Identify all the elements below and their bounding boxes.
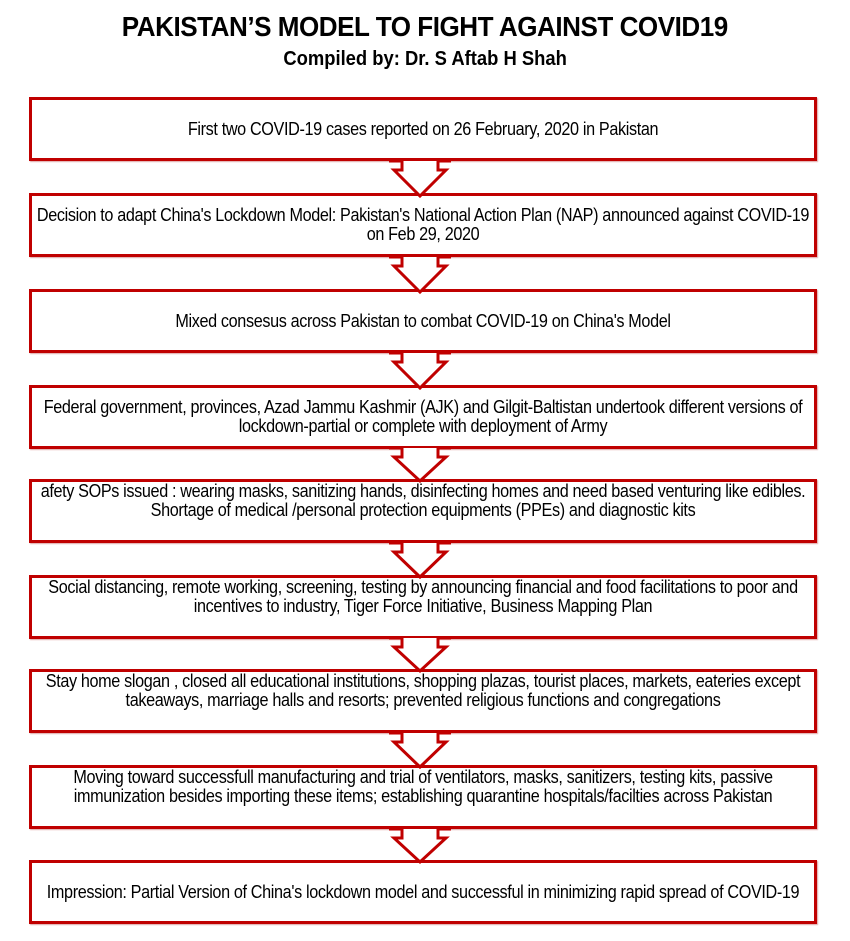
flow-step-text: Decision to adapt China's Lockdown Model: Pakistan's National Action Plan (NAP) announced against COVID-19 on Feb 29, 2020 bbox=[36, 205, 810, 244]
flow-step-1 bbox=[29, 97, 817, 161]
down-arrow-icon bbox=[390, 829, 450, 869]
flow-step-8 bbox=[29, 765, 817, 829]
down-arrow-icon bbox=[390, 257, 450, 297]
down-arrow-icon bbox=[390, 733, 450, 773]
flow-step-text: Impression: Partial Version of China's lockdown model and successful in minimizing rapid spread of COVID-19 bbox=[46, 881, 800, 902]
flow-step-text: afety SOPs issued : wearing masks, sanitizing hands, disinfecting homes and need based venturing like edibles. Shortage of medical /personal protection equipments (PPEs) and diagnostic kits bbox=[40, 481, 806, 520]
page-subtitle-text: Compiled by: Dr. S Aftab H Shah bbox=[283, 48, 567, 70]
flow-step-text: Mixed consesus across Pakistan to combat COVID-19 on China's Model bbox=[175, 310, 671, 331]
down-arrow-icon bbox=[390, 448, 450, 488]
flow-step-text: Federal government, provinces, Azad Jammu Kashmir (AJK) and Gilgit-Baltistan undertook different versions of lockdown-partial or complete with deployment of Army bbox=[43, 397, 803, 436]
flow-step-text: First two COVID-19 cases reported on 26 February, 2020 in Pakistan bbox=[187, 118, 659, 139]
page-title bbox=[0, 10, 850, 44]
flow-step-text: Stay home slogan , closed all educational institutions, shopping plazas, tourist places, markets, eateries except takeaways, marriage halls and resorts; prevented religious functions and congregations bbox=[45, 671, 801, 710]
flow-step-4 bbox=[29, 385, 817, 449]
flow-step-3 bbox=[29, 289, 817, 353]
flow-step-5 bbox=[29, 479, 817, 543]
flow-step-9 bbox=[29, 860, 817, 924]
flow-step-text: Moving toward successfull manufacturing and trial of ventilators, masks, sanitizers, testing kits, passive immunization besides importing these items; establishing quarantine hospitals/facilties across Pakistan bbox=[73, 767, 773, 806]
page-title-text: PAKISTAN’S MODEL TO FIGHT AGAINST COVID19 bbox=[122, 11, 728, 42]
down-arrow-icon bbox=[390, 638, 450, 678]
down-arrow-icon bbox=[390, 161, 450, 201]
page-subtitle bbox=[0, 46, 850, 72]
flow-step-6 bbox=[29, 575, 817, 639]
flow-step-text: Social distancing, remote working, screening, testing by announcing financial and food facilitations to poor and incentives to industry, Tiger Force Initiative, Business Mapping Plan bbox=[48, 577, 798, 616]
down-arrow-icon bbox=[390, 543, 450, 583]
down-arrow-icon bbox=[390, 353, 450, 393]
flow-step-2 bbox=[29, 193, 817, 257]
flow-step-7 bbox=[29, 669, 817, 733]
